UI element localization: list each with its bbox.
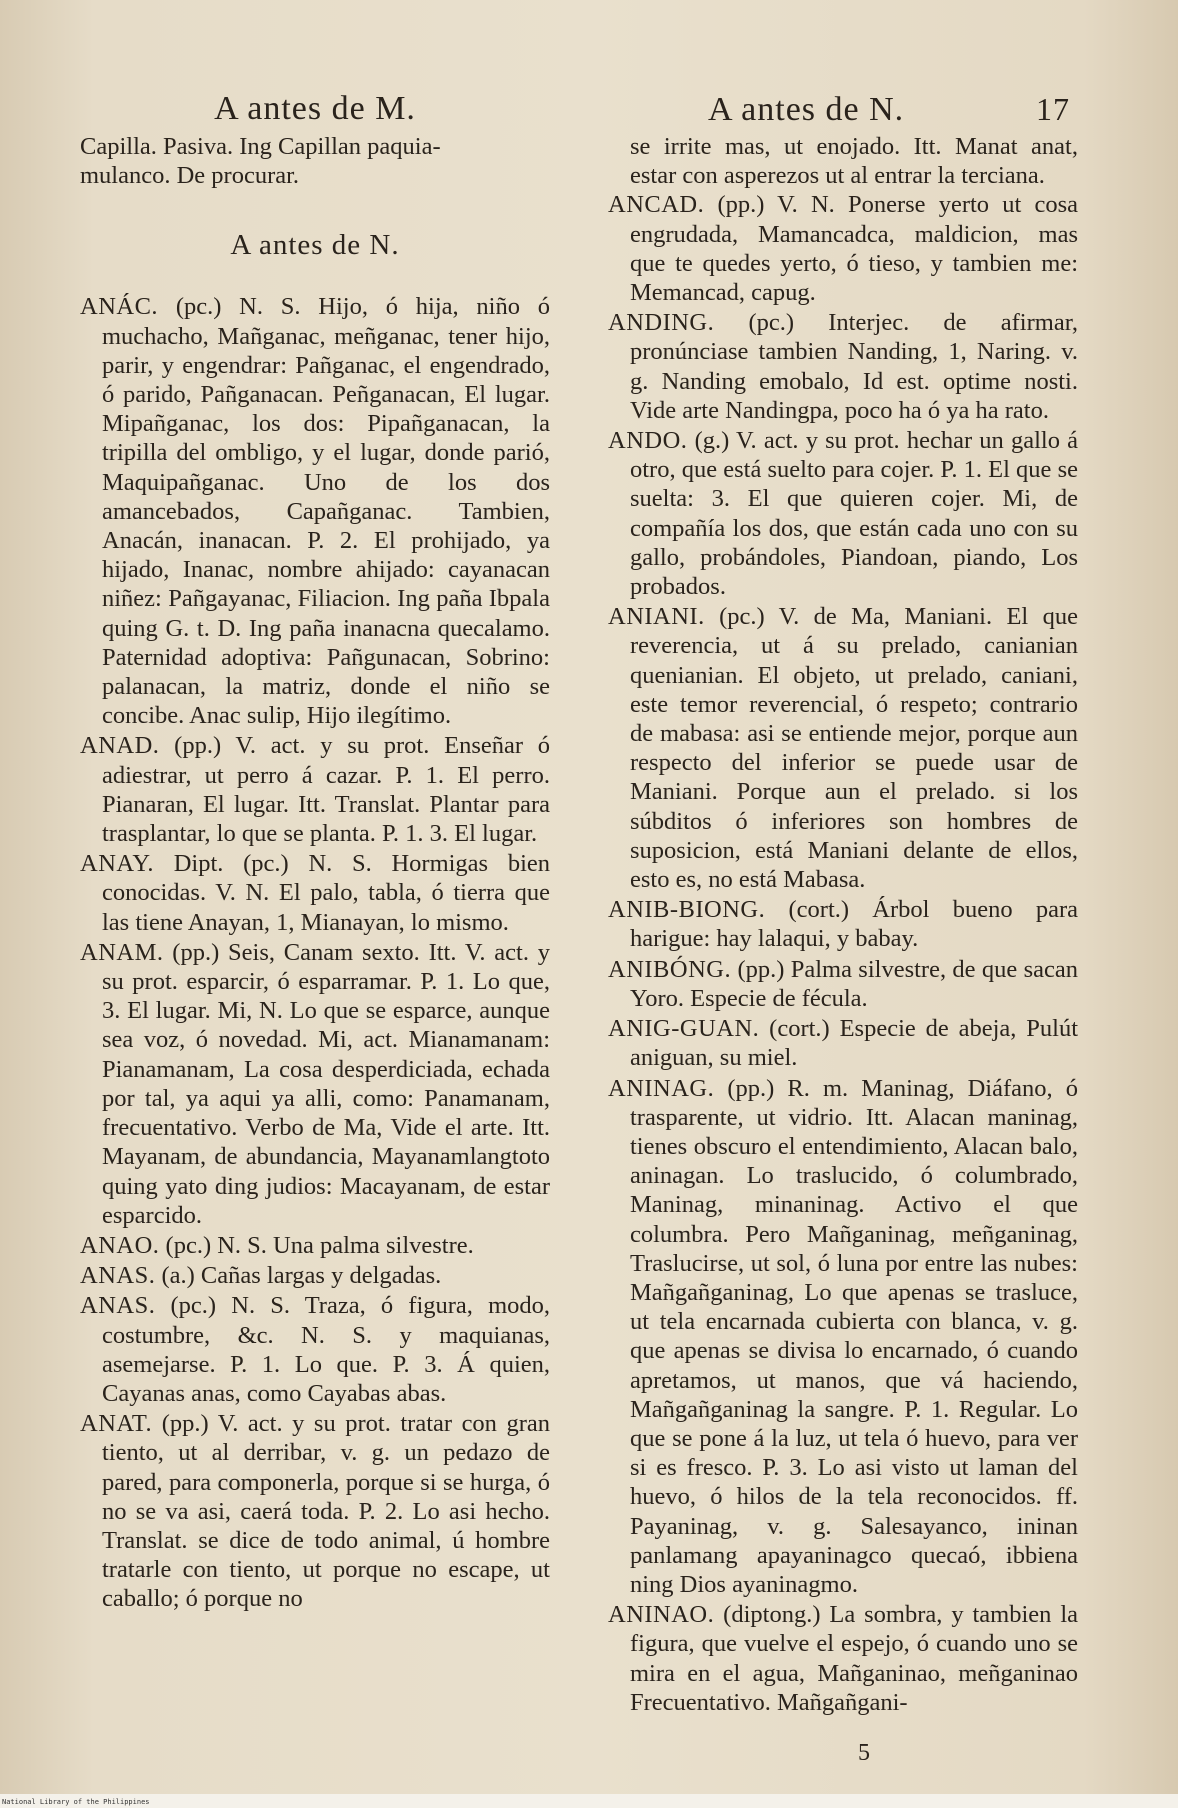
entry-text: (a.) Cañas largas y delgadas. bbox=[161, 1262, 442, 1290]
entry-text: (pc.) V. de Ma, Maniani. El que reverencia, ut á su prelado, canianian quenianian. El objeto, ut prelado, caniani, este temor reverencial, ó respeto; contrario de mabasa: asi se entiende mejor, porque aun respecto del inferior se puede usar de Maniani. Porque aun el prelado. si los súbditos ó inferiores son hombres de suposicion, está Maniani delante de ellos, esto es, no está Mabasa. bbox=[630, 603, 1078, 894]
dictionary-entry bbox=[608, 602, 1078, 894]
entry-text: Dipt. (pc.) N. S. Hormigas bien conocidas. V. N. El palo, tabla, ó tierra que las tiene Anayan, 1, Mianayan, lo mismo. bbox=[102, 850, 551, 936]
entry-text: (pp.) Seis, Canam sexto. Itt. V. act. y su prot. esparcir, ó esparramar. P. 1. Lo que, 3. El lugar. Mi, N. Lo que se esparce, aunque sea voz, ó novedad. Mi, act. Mianamanam: Pianamanam, La cosa desperdiciada, echada por tal, ya aqui ya alli, como: Panamanam, frecuentativo. Verbo de Ma, Vide el arte. Itt. Mayanam, de abundancia, Mayanamlangtoto quing yato ding judios: Macayanam, de estar esparcido. bbox=[102, 938, 550, 1229]
dictionary-entry bbox=[80, 1231, 550, 1260]
right-running-head-row bbox=[608, 90, 1078, 130]
page-number: 17 bbox=[1036, 91, 1070, 127]
entry-text: (pc.) N. S. Una palma silvestre. bbox=[165, 1231, 474, 1259]
section-title: A antes de N. bbox=[230, 229, 400, 262]
signature-mark: 5 bbox=[858, 1740, 870, 1766]
entry-text: (cort.) Árbol bueno para harigue: hay lalaqui, y babay. bbox=[630, 896, 1078, 953]
dictionary-entry bbox=[608, 1600, 1078, 1717]
entry-text: (pc.) N. S. Traza, ó figura, modo, costumbre, &c. N. S. y maquianas, asemejarse. P. 1. Lo que. P. 3. Á quien, Cayanas anas, como Cayabas abas. bbox=[102, 1292, 551, 1407]
entry-text: (pc.) N. S. Hijo, ó hija, niño ó muchacho, Mañganac, meñganac, tener hijo, parir, y engendrar: Pañganac, el engendrado, ó parido, Pañganacan. Peñganacan, El lugar. Mipañganac, los dos: Pipañganacan, la tripilla del ombligo, y el lugar, donde parió, Maquipañganac. Uno de los dos amancebados, Capañganac. Tambien, Anacán, inanacan. P. 2. El prohijado, ya hijado, Inanac, nombre ahijado: cayanacan niñez: Pañgayanac, Filiacion. Ing paña Ibpala quing G. t. D. Ing paña inanacna quecalamo. Paternidad adoptiva: Pañgunacan, Sobrino: palanacan, la matriz, donde el niño se concibe. Anac sulip, Hijo ilegítimo. bbox=[102, 293, 550, 730]
entry-text: (pp.) V. act. y su prot. Enseñar ó adiestrar, ut perro á cazar. P. 1. El perro. Pianaran, El lugar. Itt. Translat. Plantar para trasplantar, lo que se planta. P. 1. 3. El lugar. bbox=[102, 732, 551, 848]
left-column bbox=[80, 90, 550, 1615]
right-continuation: se irrite mas, ut enojado. Itt. Manat anat, estar con asperezos ut al entrar la terciana. bbox=[630, 133, 1078, 190]
scan-bottom-strip bbox=[0, 1794, 1178, 1808]
entry-text: (g.) V. act. y su prot. hechar un gallo á otro, que está suelto para cojer. P. 1. El que se suelta: 3. El que quieren cojer. Mi, de compañía los dos, que están cada uno con su gallo, probándoles, Piandoan, piando, Los probados. bbox=[630, 427, 1079, 601]
dictionary-entry bbox=[80, 731, 550, 848]
entry-text: (cort.) Especie de abeja, Pulút aniguan, su miel. bbox=[630, 1015, 1079, 1072]
entry-headword: ANAT. bbox=[80, 1410, 153, 1438]
dictionary-entry bbox=[80, 1409, 550, 1613]
entry-text: (pp.) V. N. Ponerse yerto ut cosa engrudada, Mamancadca, maldicion, mas que te quedes yerto, ó tieso, y tambien me: Memancad, capug. bbox=[630, 191, 1078, 307]
entry-text: (diptong.) La sombra, y tambien la figura, que vuelve el espejo, ó cuando uno se mira en el agua, Mañganinao, meñganinao Frecuentativo. Mañgañgani- bbox=[630, 1601, 1079, 1716]
entry-headword: ANIG-GUAN. bbox=[608, 1015, 760, 1043]
entry-headword: ANCAD. bbox=[608, 191, 705, 219]
entry-headword: ANINAO. bbox=[608, 1601, 715, 1629]
entry-headword: ANAD. bbox=[80, 732, 160, 760]
dictionary-entry bbox=[608, 1014, 1078, 1072]
dictionary-entry bbox=[80, 938, 550, 1230]
entry-headword: ANIB-BIONG. bbox=[608, 896, 766, 924]
dictionary-entry bbox=[80, 1291, 550, 1408]
dictionary-entry bbox=[80, 849, 550, 937]
dictionary-entry bbox=[80, 292, 550, 730]
entry-headword: ANDO. bbox=[608, 427, 688, 455]
left-continuation-line-1: Capilla. Pasiva. Ing Capillan paquia- bbox=[80, 133, 441, 160]
right-column bbox=[608, 90, 1078, 1718]
dictionary-entry bbox=[608, 426, 1078, 601]
entry-headword: ANAS. bbox=[80, 1292, 156, 1320]
library-footer: National Library of the Philippines bbox=[2, 1798, 150, 1806]
dictionary-entry bbox=[80, 1261, 550, 1290]
entry-headword: ANAM. bbox=[80, 938, 164, 966]
entry-headword: ANÁC. bbox=[80, 293, 159, 321]
left-running-head: A antes de M. bbox=[214, 90, 416, 127]
entry-text: (pp.) V. act. y su prot. tratar con gran tiento, ut al derribar, v. g. un pedazo de pared, para componerla, porque si se hurga, ó no se va asi, caerá toda. P. 2. Lo asi hecho. Translat. se dice de todo animal, ú hombre tratarle con tiento, ut porque no escape, ut caballo; ó porque no bbox=[102, 1410, 551, 1613]
entry-text: (pp.) Palma silvestre, de que sacan Yoro. Especie de fécula. bbox=[630, 955, 1079, 1012]
dictionary-entry bbox=[608, 955, 1078, 1013]
entry-headword: ANINAG. bbox=[608, 1074, 715, 1102]
dictionary-entry bbox=[608, 308, 1078, 425]
dictionary-entry bbox=[608, 1074, 1078, 1600]
entry-headword: ANAY. bbox=[80, 850, 154, 878]
entry-headword: ANIBÓNG. bbox=[608, 955, 732, 983]
entry-headword: ANAO. bbox=[80, 1231, 160, 1259]
entry-text: (pc.) Interjec. de afirmar, pronúnciase tambien Nanding, 1, Naring. v. g. Nanding emobalo, Id est. optime nosti. Vide arte Nandingpa, poco ha ó ya ha rato. bbox=[630, 309, 1079, 424]
dictionary-entry bbox=[608, 895, 1078, 953]
entry-text: (pp.) R. m. Maninag, Diáfano, ó trasparente, ut vidrio. Itt. Alacan maninag, tienes obscuro el entendimiento, Alacan balo, aninagan. Lo traslucido, ó columbrado, Maninag, minaninag. Activo el que columbra. Pero Mañganinag, meñganinag, Traslucirse, ut sol, ó luna por entre las nubes: Mañgañganinag, Lo que apenas se trasluce, ut tela encarnada cubierta con blanca, v. g. que apenas se divisa lo encarnado, ó cuando apretamos, ut manos, que vá haciendo, Mañgañganinag la sangre. P. 1. Regular. Lo que se pone á la luz, ut tela ó huevo, para ver si es fresco. P. 3. Lo asi visto ut laman del huevo, ó hilos de la tela reconocidos. ff. Payaninag, v. g. Salesayanco, ininan panlamang apayaninagco quecaó, ibbiena ning Dios ayaninagmo. bbox=[630, 1074, 1078, 1598]
left-continuation-line-2: mulanco. De procurar. bbox=[80, 162, 300, 190]
right-running-head: A antes de N. bbox=[708, 91, 905, 128]
entry-headword: ANAS. bbox=[80, 1262, 156, 1290]
dictionary-entry bbox=[608, 190, 1078, 307]
entry-headword: ANDING. bbox=[608, 309, 715, 337]
entry-headword: ANIANI. bbox=[608, 603, 705, 631]
